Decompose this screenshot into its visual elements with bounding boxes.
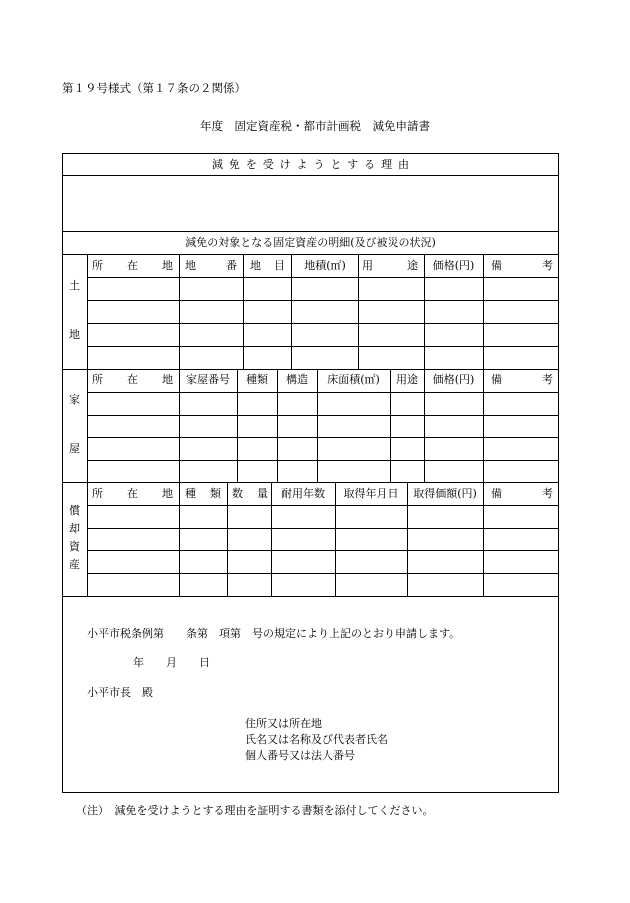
id-number-label: 個人番号又は法人番号 [245,749,355,762]
depreciable-header-acquisition-cost: 取得価額(円) [413,487,477,500]
depreciable-header-acquisition-date: 取得年月日 [343,487,399,500]
depreciable-header-location: 所 在 地 [92,487,173,500]
depreciable-label-char: 償 [69,504,80,517]
house-header-use: 用途 [396,373,418,386]
depreciable-label-char: 産 [69,558,80,571]
house-header-floor-area: 床面積(㎡) [327,373,380,386]
house-header-remarks: 備 考 [491,373,553,386]
depreciable-label-char: 資 [69,540,80,553]
depreciable-header-useful-life: 耐用年数 [281,487,325,500]
land-header-land-category: 地 目 [250,259,285,272]
reason-input-area[interactable] [66,181,554,227]
land-header-price: 価格(円) [432,259,475,272]
house-label-char: 家 [69,393,80,406]
application-form-table [62,153,559,793]
land-header-lot-number: 地 番 [185,259,237,272]
land-header-location: 所 在 地 [92,259,173,272]
addressee: 小平市長 殿 [87,686,153,699]
house-header-house-number: 家屋番号 [186,373,230,386]
footnote: （注） 減免を受けようとする理由を証明する書類を添付してください。 [76,804,434,817]
land-header-use: 用 途 [362,259,418,272]
address-label: 住所又は所在地 [245,717,322,730]
depreciable-header-remarks: 備 考 [491,487,553,500]
land-label-char: 土 [69,279,80,292]
depreciable-label-char: 却 [69,522,80,535]
name-label: 氏名又は名称及び代表者氏名 [245,733,388,746]
depreciable-header-quantity: 数 量 [232,487,268,500]
details-heading: 減免の対象となる固定資産の明細(及び被災の状況) [185,236,436,249]
ordinance-statement: 小平市税条例第 条第 項第 号の規定により上記のとおり申請します。 [87,627,461,640]
house-header-price: 価格(円) [432,373,475,386]
house-header-location: 所 在 地 [92,373,173,386]
house-header-structure: 構造 [286,373,308,386]
form-code: 第１９号様式（第１７条の２関係） [62,81,246,95]
house-header-type: 種類 [246,373,268,386]
document-title: 年度 固定資産税・都市計画税 減免申請書 [200,119,430,133]
land-label-char: 地 [69,328,80,341]
land-header-remarks: 備 考 [491,259,553,272]
land-header-area: 地積(㎡) [304,259,346,272]
depreciable-header-type: 種 類 [185,487,221,500]
house-label-char: 屋 [69,442,80,455]
application-date[interactable]: 年 月 日 [133,656,210,669]
reason-heading: 減 免 を 受 け よ う と す る 理 由 [212,158,409,171]
